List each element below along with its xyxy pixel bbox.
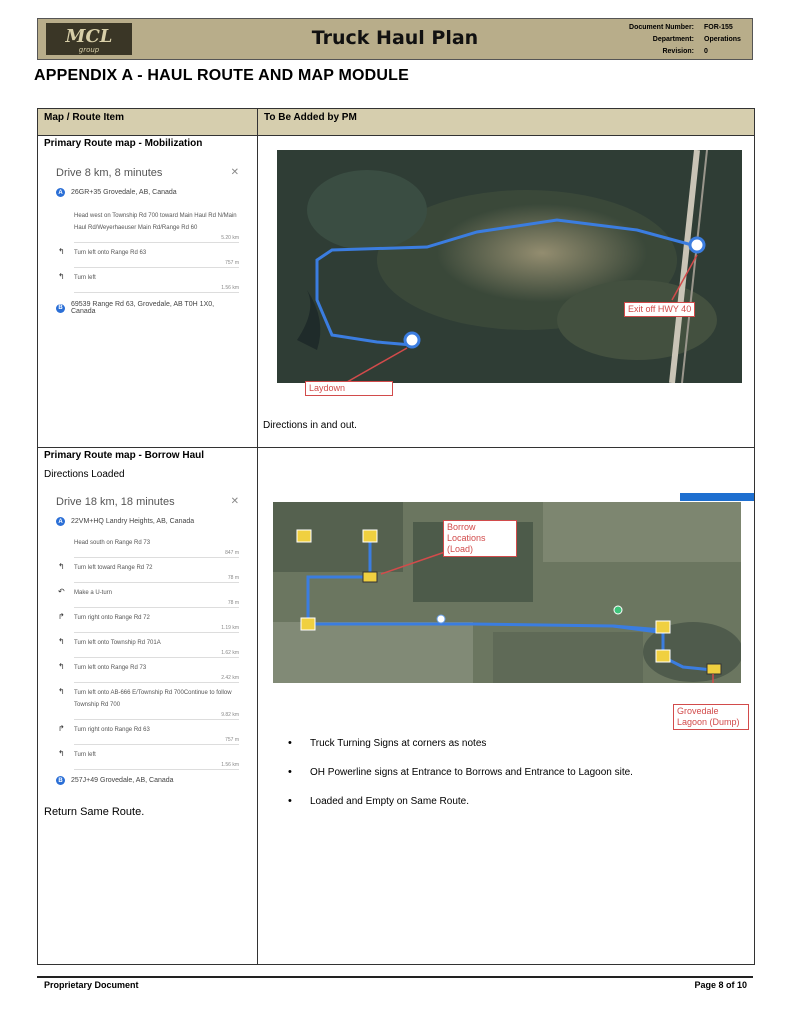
direction-step	[46, 558, 249, 574]
meta-value: FOR-155	[704, 24, 733, 31]
turn-left-icon: ↰	[58, 272, 65, 281]
step-text: Make a U-turn	[74, 590, 113, 596]
drive-summary	[46, 490, 249, 514]
document-meta	[614, 22, 744, 58]
end-location	[46, 293, 249, 318]
direction-step	[46, 200, 249, 234]
start-location	[46, 185, 249, 200]
svg-text:MCL: MCL	[65, 26, 113, 47]
turn-sign-icon	[656, 650, 670, 662]
exit-label: Exit off HWY 40	[624, 302, 695, 317]
step-text: Turn right onto Range Rd 72	[74, 615, 150, 621]
step-text: Head south on Range Rd 73	[74, 540, 151, 546]
step-distance: 757 m	[74, 736, 239, 745]
drive-summary	[46, 161, 249, 185]
step-distance: 1.56 km	[74, 284, 239, 293]
direction-step	[46, 243, 249, 259]
directions-loaded-label: Directions Loaded	[44, 469, 125, 480]
step-text: Turn right onto Range Rd 63	[74, 727, 150, 733]
powerline-sign-icon	[363, 572, 377, 582]
turn-left-icon: ↰	[58, 749, 65, 758]
step-text: Turn left onto Township Rd 701A	[74, 640, 161, 646]
step-distance: 847 m	[74, 549, 239, 558]
step-distance: 1.56 km	[74, 761, 239, 770]
footer-divider	[37, 976, 753, 978]
page-number: Page 8 of 10	[694, 980, 747, 990]
end-text: 69539 Range Rd 63, Grovedale, AB T0H 1X0, Canada	[71, 301, 215, 315]
step-text: Turn left	[74, 752, 96, 758]
end-location	[46, 770, 249, 788]
laydown-marker-icon	[405, 333, 419, 347]
end-text: 257J+49 Grovedale, AB, Canada	[71, 777, 174, 784]
list-item: • OH Powerline signs at Entrance to Borrows and Entrance to Lagoon site.	[288, 767, 633, 778]
turn-sign-icon	[297, 530, 311, 542]
turn-left-icon: ↰	[58, 687, 65, 696]
step-distance: 78 m	[74, 574, 239, 583]
turn-left-icon: ↰	[58, 562, 65, 571]
borrow-haul-title: Primary Route map - Borrow Haul	[44, 450, 205, 461]
footer-proprietary: Proprietary Document	[44, 980, 139, 990]
turn-left-icon: ↰	[58, 247, 65, 256]
direction-step	[46, 683, 249, 711]
direction-step	[46, 529, 249, 549]
directions-panel	[46, 490, 249, 788]
step-distance: 1.19 km	[74, 624, 239, 633]
start-location	[46, 514, 249, 529]
step-text: Turn left	[74, 275, 96, 281]
point-a-icon: A	[56, 517, 65, 526]
meta-value: 0	[704, 48, 708, 55]
step-text: Turn left toward Range Rd 72	[74, 565, 153, 571]
meta-key: Document Number:	[629, 24, 694, 31]
turn-sign-icon	[363, 530, 377, 542]
appendix-title: APPENDIX A - HAUL ROUTE AND MAP MODULE	[34, 67, 410, 84]
drive-text: Drive 8 km, 8 minutes	[56, 167, 163, 179]
turn-sign-icon	[656, 621, 670, 633]
mobilization-title: Primary Route map - Mobilization	[44, 138, 203, 149]
turn-right-icon: ↱	[58, 612, 65, 621]
document-title: Truck Haul Plan	[311, 27, 479, 49]
svg-text:group: group	[78, 46, 100, 54]
directions-note: Directions in and out.	[263, 420, 357, 431]
drive-text: Drive 18 km, 18 minutes	[56, 496, 175, 508]
direction-step	[46, 268, 249, 284]
list-item: • Loaded and Empty on Same Route.	[288, 796, 633, 807]
blue-bar	[680, 493, 754, 501]
direction-step	[46, 633, 249, 649]
step-distance: 2.42 km	[74, 674, 239, 683]
mobilization-cell	[38, 136, 258, 448]
step-distance: 5.20 km	[74, 234, 239, 243]
step-text: Turn left onto AB-666 E/Township Rd 700Continue to follow Township Rd 700	[74, 690, 232, 708]
turn-left-icon: ↰	[58, 637, 65, 646]
step-text: Turn left onto Range Rd 73	[74, 665, 147, 671]
document-header	[37, 18, 753, 60]
step-distance: 9.82 km	[74, 711, 239, 720]
turn-sign-icon	[301, 618, 315, 630]
point-b-icon: B	[56, 304, 65, 313]
meta-value: Operations	[704, 36, 741, 43]
start-text: 26GR+35 Grovedale, AB, Canada	[71, 189, 177, 196]
exit-marker-icon	[690, 238, 704, 252]
point-a-icon: A	[56, 188, 65, 197]
mobilization-map	[277, 150, 742, 383]
u-turn-icon: ↶	[58, 587, 65, 596]
place-marker-icon	[614, 606, 622, 614]
laydown-label: Laydown	[305, 381, 393, 396]
col-header-item: Map / Route Item	[38, 109, 258, 136]
list-item: • Truck Turning Signs at corners as notes	[288, 738, 633, 749]
borrow-haul-cell	[38, 448, 258, 965]
close-icon[interactable]: ✕	[230, 167, 239, 178]
powerline-sign-icon	[707, 664, 721, 674]
direction-step	[46, 720, 249, 736]
direction-step	[46, 583, 249, 599]
turn-left-icon: ↰	[58, 662, 65, 671]
step-text: Head west on Township Rd 700 toward Main Haul Rd N/Main Haul Rd/Weyerhaeuser Main Rd/Range Rd 60	[74, 213, 237, 231]
grovedale-lagoon-label: Grovedale Lagoon (Dump)	[673, 704, 749, 730]
turn-right-icon: ↱	[58, 724, 65, 733]
meta-key: Department:	[652, 36, 694, 43]
notes-list	[288, 738, 633, 825]
step-distance: 78 m	[74, 599, 239, 608]
step-distance: 757 m	[74, 259, 239, 268]
direction-step	[46, 745, 249, 761]
direction-step	[46, 608, 249, 624]
return-route-note: Return Same Route.	[44, 806, 145, 818]
step-distance: 1.62 km	[74, 649, 239, 658]
borrow-locations-label: Borrow Locations (Load)	[443, 520, 517, 557]
point-b-icon: B	[56, 776, 65, 785]
col-header-pm: To Be Added by PM	[258, 109, 755, 136]
close-icon[interactable]: ✕	[230, 496, 239, 507]
directions-panel	[46, 161, 249, 318]
place-marker-icon	[437, 615, 445, 623]
direction-step	[46, 658, 249, 674]
step-text: Turn left onto Range Rd 63	[74, 250, 147, 256]
meta-key: Revision:	[662, 48, 694, 55]
start-text: 22VM+HQ Landry Heights, AB, Canada	[71, 518, 195, 525]
